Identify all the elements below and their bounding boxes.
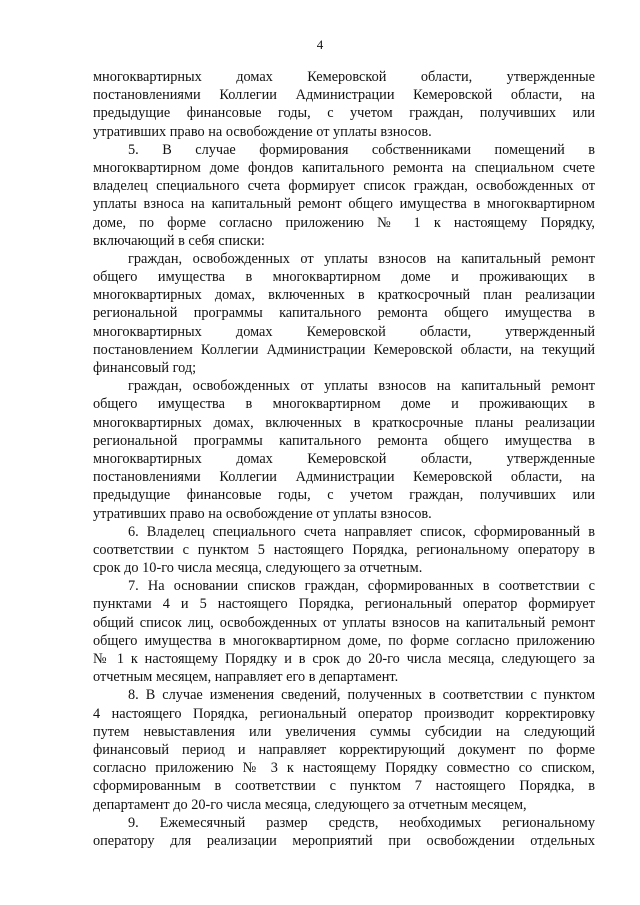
text-line: согласно приложению № 3 к настоящему Порядку совместно со списком, [93,760,595,777]
text-line: департамент до 20-го числа месяца, следующего за отчетным месяцем, [93,796,527,813]
text-line: региональной программы капитального ремонта общего имущества в [93,432,595,449]
text-line: срок до 10-го числа месяца, следующего за отчетным. [93,560,423,577]
text-line: граждан, освобожденных от уплаты взносов на капитальный ремонт [128,378,595,395]
text-line: многоквартирных домах, включенных в краткосрочные планы реализации [93,414,595,431]
text-line: многоквартирном доме фондов капитального ремонта на специальном счете [93,159,595,176]
text-line: многоквартирных домах Кемеровской области, утвержденный [93,323,595,340]
text-line: многоквартирных домах, включенных в краткосрочный план реализации [93,287,595,304]
text-line: путем невыставления или увеличения суммы субсидии на следующий [93,723,595,740]
text-line: предыдущие финансовые годы, с учетом граждан, получивших или [93,487,595,504]
text-line: 8. В случае изменения сведений, полученных в соответствии с пунктом [128,687,595,704]
text-line: 5. В случае формирования собственниками помещений в [128,141,595,158]
text-line: финансовый год; [93,360,197,376]
text-line: 4 настоящего Порядка, региональный оператор производит корректировку [93,705,595,722]
text-line: уплаты взноса на капитальный ремонт общего имущества в многоквартирном [93,196,595,213]
page-number: 4 [316,37,324,52]
text-line: сформированным в соответствии с пунктом 7 настоящего Порядка, в [93,778,595,795]
text-line: многоквартирных домах Кемеровской области, утвержденные [93,450,595,467]
text-line: пунктами 4 и 5 настоящего Порядка, региональный оператор формирует [93,596,595,613]
text-line: граждан, освобожденных от уплаты взносов на капитальный ремонт [128,250,595,267]
text-line: общего имущества в многоквартирном доме и проживающих в [93,269,595,286]
text-line: утративших право на освобождение от уплаты взносов. [93,123,432,140]
text-line: общего имущества в многоквартирном доме и проживающих в [93,396,595,413]
text-line: многоквартирных домах Кемеровской области, утвержденные [93,69,595,85]
text-line: общего имущества в многоквартирном доме, по форме согласно приложению [93,632,595,649]
text-line: № 1 к настоящему Порядку и в срок до 20-го числа месяца, следующего за [93,651,595,667]
text-line: отчетным месяцем, направляет его в департамент. [93,669,399,686]
text-line: владелец специального счета формирует список граждан, освобожденных от [93,178,595,195]
text-line: общий список лиц, освобожденных от уплаты взносов на капитальный ремонт [93,614,595,631]
text-line: региональной программы капитального ремонта общего имущества в [93,305,595,322]
text-line: постановлением Коллегии Администрации Кемеровской области, на текущий [93,341,595,358]
text-line: 7. На основании списков граждан, сформированных в соответствии с [128,578,595,595]
text-line: 9. Ежемесячный размер средств, необходимых региональному [128,814,595,831]
text-line: утративших право на освобождение от уплаты взносов. [93,505,432,522]
text-line: 6. Владелец специального счета направляет список, сформированный в [128,523,595,540]
text-line: предыдущие финансовые годы, с учетом граждан, получивших или [93,105,595,122]
text-line: постановлениями Коллегии Администрации Кемеровской области, на [93,469,595,486]
text-line: доме, по форме согласно приложению № 1 к настоящему Порядку, [93,214,595,231]
text-line: финансовый период и направляет корректирующий документ по форме [93,741,595,758]
text-line: оператору для реализации мероприятий при освобождении отдельных [93,832,595,849]
document-body [93,68,595,850]
text-line: постановлениями Коллегии Администрации Кемеровской области, на [93,87,595,104]
text-line: соответствии с пунктом 5 настоящего Порядка, региональному оператору в [93,541,595,558]
text-line: включающий в себя списки: [93,232,265,249]
